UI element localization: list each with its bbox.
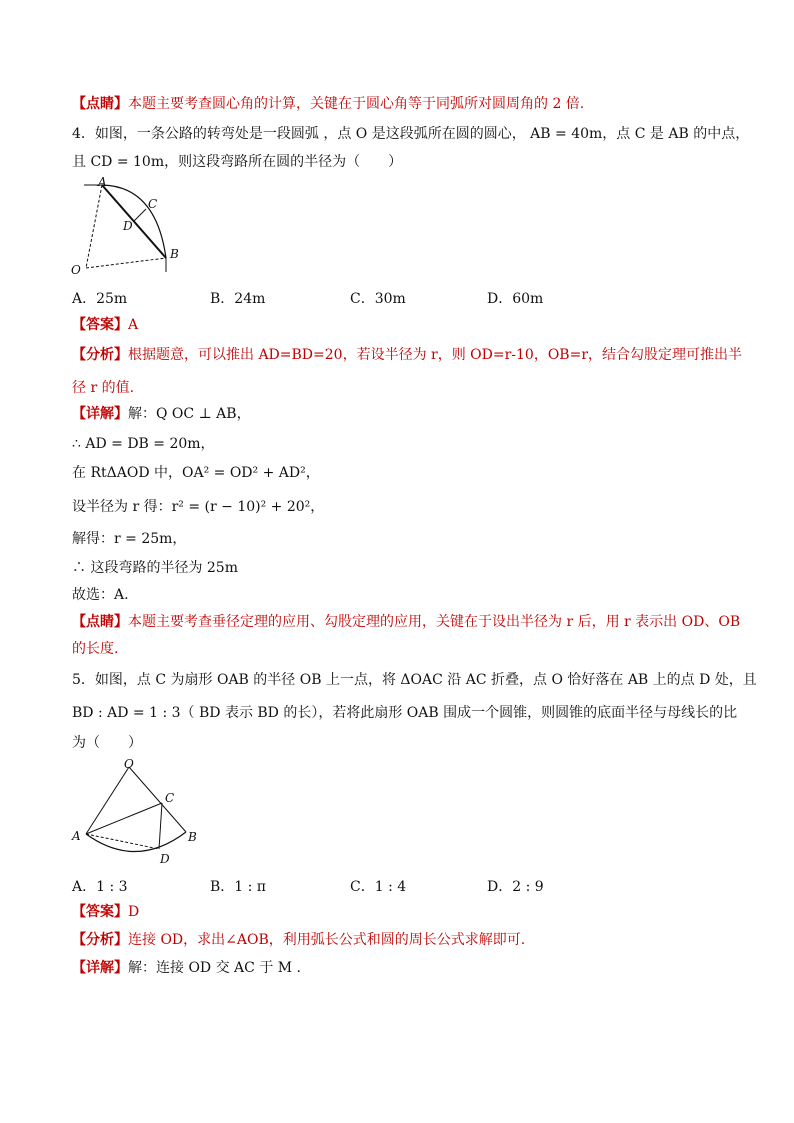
q4-figure: [66, 176, 196, 280]
q5-label-a: A: [72, 829, 81, 843]
q5-answer: [72, 902, 139, 922]
q4-detail-line1: [72, 404, 251, 424]
q4-answer-value: A: [128, 317, 139, 333]
q4-detail-line6: ∴ 这段弯路的半径为 25m: [72, 560, 238, 576]
q4-analysis-line1: [72, 345, 742, 365]
q4-answer: [72, 315, 138, 335]
q5-detail: [72, 958, 301, 978]
q4-label-d: D: [123, 219, 133, 233]
q4-label-a: A: [98, 176, 107, 189]
prev-note-tag: 【点睛】: [72, 96, 128, 112]
q5-option-a: A．1 : 3: [72, 879, 128, 895]
q4-note-tag: 【点睛】: [72, 614, 128, 630]
q4-detail-line7: 故选：A.: [72, 587, 129, 603]
q5-answer-tag: 【答案】: [72, 904, 128, 920]
q5-figure: [66, 752, 216, 872]
q5-option-c: C．1 : 4: [350, 879, 407, 895]
prev-note: [72, 94, 584, 114]
q4-label-o: O: [71, 263, 81, 277]
q5-label-b: B: [188, 830, 197, 844]
q5-option-d: D．2 : 9: [487, 879, 544, 895]
q5-label-o: O: [124, 757, 134, 771]
q4-detail-line2: ∴ AD = DB = 20m，: [72, 436, 215, 452]
q4-detail-tag: 【详解】: [72, 406, 128, 422]
q5-segment-cd: [159, 803, 162, 849]
q5-analysis-tag: 【分析】: [72, 932, 128, 948]
q5-stem-line3: 为（ ）: [72, 735, 142, 751]
q4-stem-line2: 且 CD = 10m，则这段弯路所在圆的半径为（ ）: [72, 154, 403, 170]
q4-answer-tag: 【答案】: [72, 317, 128, 333]
q4-note-line2: 的长度.: [72, 641, 119, 657]
prev-note-text: 本题主要考查圆心角的计算，关键在于圆心角等于同弧所对圆周角的 2 倍.: [128, 96, 585, 112]
q4-detail-line4: 设半径为 r 得：r² = (r − 10)² + 20²，: [72, 499, 325, 515]
q4-option-d: D．60m: [487, 291, 544, 307]
q4-label-c: C: [148, 197, 158, 211]
q4-option-a: A．25m: [72, 291, 128, 307]
q5-analysis: [72, 930, 525, 950]
q4-detail-text1: 解：Q OC ⊥ AB，: [128, 406, 251, 422]
q4-label-b: B: [170, 247, 179, 261]
q5-analysis-text: 连接 OD，求出∠AOB，利用弧长公式和圆的周长公式求解即可.: [128, 932, 526, 948]
q5-option-b: B．1 : π: [210, 879, 267, 895]
q4-option-b: B．24m: [210, 291, 266, 307]
q4-segment-cd: [134, 209, 146, 221]
q4-note-text1: 本题主要考查垂径定理的应用、勾股定理的应用，关键在于设出半径为 r 后，用 r 表示出 OD、OB: [128, 614, 741, 630]
q5-detail-text: 解：连接 OD 交 AC 于 M .: [128, 960, 302, 976]
q5-arc-ab: [86, 832, 186, 852]
q4-option-c: C．30m: [350, 291, 406, 307]
q5-segment-ac: [86, 803, 162, 834]
q4-analysis-line2: 径 r 的值.: [72, 380, 135, 396]
q4-segment-oa: [86, 185, 102, 268]
q4-detail-line5: 解得：r = 25m，: [72, 531, 187, 547]
q4-analysis-text1: 根据题意，可以推出 AD=BD=20，若设半径为 r，则 OD=r-10，OB=r，结合勾股定理可推出半: [128, 347, 743, 363]
q5-radius-oa: [86, 767, 129, 834]
q5-label-d: D: [160, 852, 170, 866]
q4-note-line1: [72, 612, 740, 632]
q5-answer-value: D: [128, 904, 140, 920]
q5-stem-line1: 5．如图，点 C 为扇形 OAB 的半径 OB 上一点，将 ΔOAC 沿 AC 折叠，点 O 恰好落在 AB 上的点 D 处，且: [72, 672, 757, 688]
q4-stem-line1: 4．如图，一条公路的转弯处是一段圆弧 ，点 O 是这段弧所在圆的圆心， AB = 40m，点 C 是 AB 的中点，: [72, 126, 750, 142]
q5-stem-line2: BD : AD = 1 : 3（ BD 表示 BD 的长），若将此扇形 OAB 围成一个圆锥，则圆锥的底面半径与母线长的比: [72, 705, 738, 721]
q5-label-c: C: [165, 791, 175, 805]
q5-radius-ob: [129, 767, 186, 832]
q4-analysis-tag: 【分析】: [72, 347, 128, 363]
q4-detail-line3: 在 RtΔAOD 中，OA² = OD² + AD²，: [72, 465, 320, 481]
q5-detail-tag: 【详解】: [72, 960, 128, 976]
q4-segment-ob: [86, 258, 166, 268]
